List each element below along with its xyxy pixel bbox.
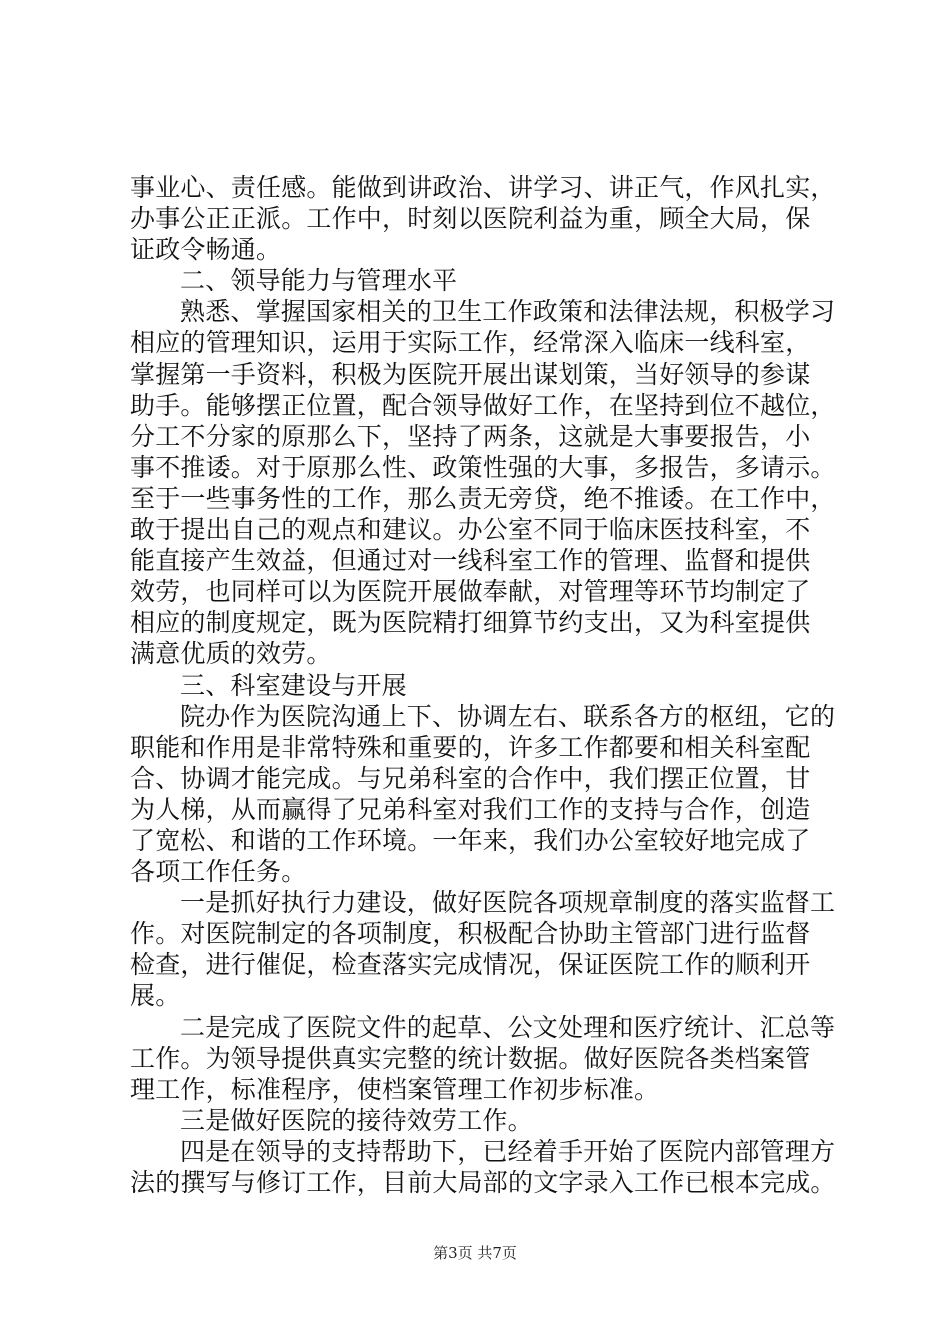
text-line: 三是做好医院的接待效劳工作。 bbox=[180, 1105, 533, 1135]
text-line: 满意优质的效劳。 bbox=[130, 639, 332, 669]
text-line: 掌握第一手资料，积极为医院开展出谋划策，当好领导的参谋 bbox=[130, 359, 811, 389]
text-line: 工作。为领导提供真实完整的统计数据。做好医院各类档案管 bbox=[130, 1043, 811, 1073]
text-line: 合、协调才能完成。与兄弟科室的合作中，我们摆正位置，甘 bbox=[130, 763, 811, 793]
page-number-footer: 第3页 共7页 bbox=[433, 1244, 517, 1262]
text-line: 敢于提出自己的观点和建议。办公室不同于临床医技科室，不 bbox=[130, 515, 811, 545]
text-line: 办事公正正派。工作中，时刻以医院利益为重，顾全大局，保 bbox=[130, 204, 811, 234]
text-line: 相应的制度规定，既为医院精打细算节约支出，又为科室提供 bbox=[130, 608, 811, 638]
text-line: 能直接产生效益，但通过对一线科室工作的管理、监督和提供 bbox=[130, 546, 811, 576]
text-line: 事不推诿。对于原那么性、政策性强的大事，多报告，多请示。 bbox=[130, 452, 836, 482]
document-body bbox=[130, 172, 836, 1198]
text-line: 院办作为医院沟通上下、协调左右、联系各方的枢纽，它的 bbox=[180, 701, 836, 731]
text-line: 效劳，也同样可以为医院开展做奉献，对管理等环节均制定了 bbox=[130, 577, 811, 607]
text-line: 相应的管理知识，运用于实际工作，经常深入临床一线科室， bbox=[130, 328, 811, 358]
text-line: 作。对医院制定的各项制度，积极配合协助主管部门进行监督 bbox=[130, 919, 811, 949]
text-line: 职能和作用是非常特殊和重要的，许多工作都要和相关科室配 bbox=[130, 732, 811, 762]
text-line: 展。 bbox=[130, 981, 181, 1011]
text-line: 一是抓好执行力建设，做好医院各项规章制度的落实监督工 bbox=[180, 888, 836, 918]
text-line: 四是在领导的支持帮助下，已经着手开始了医院内部管理方 bbox=[180, 1136, 836, 1166]
text-line: 分工不分家的原那么下，坚持了两条，这就是大事要报告，小 bbox=[130, 421, 811, 451]
text-line: 为人梯，从而赢得了兄弟科室对我们工作的支持与合作，创造 bbox=[130, 794, 811, 824]
section-heading: 二、领导能力与管理水平 bbox=[180, 266, 458, 296]
text-line: 熟悉、掌握国家相关的卫生工作政策和法律法规，积极学习 bbox=[180, 297, 836, 327]
section-heading: 三、科室建设与开展 bbox=[180, 670, 407, 700]
text-line: 二是完成了医院文件的起草、公文处理和医疗统计、汇总等 bbox=[180, 1012, 836, 1042]
text-line: 了宽松、和谐的工作环境。一年来，我们办公室较好地完成了 bbox=[130, 825, 811, 855]
text-line: 各项工作任务。 bbox=[130, 857, 307, 887]
text-line: 检查，进行催促，检查落实完成情况，保证医院工作的顺利开 bbox=[130, 950, 811, 980]
text-line: 助手。能够摆正位置，配合领导做好工作，在坚持到位不越位， bbox=[130, 390, 836, 420]
text-line: 事业心、责任感。能做到讲政治、讲学习、讲正气，作风扎实， bbox=[130, 173, 836, 202]
text-line: 证政令畅通。 bbox=[130, 235, 282, 265]
text-line: 法的撰写与修订工作，目前大局部的文字录入工作已根本完成。 bbox=[130, 1168, 836, 1197]
text-line: 理工作，标准程序，使档案管理工作初步标准。 bbox=[130, 1074, 660, 1104]
text-line: 至于一些事务性的工作，那么责无旁贷，绝不推诿。在工作中， bbox=[130, 483, 836, 513]
